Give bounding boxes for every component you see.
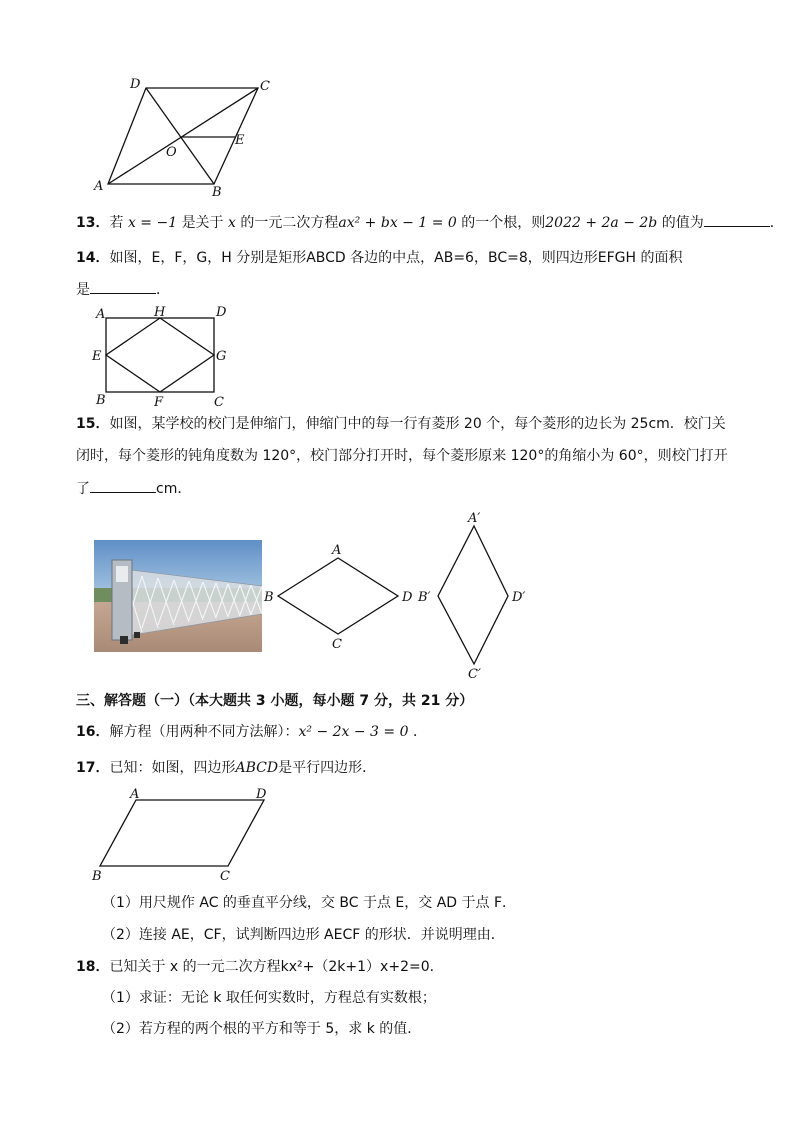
- question-18: 18．已知关于 x 的一元二次方程kx²+（2k+1）x+2=0．: [76, 959, 444, 975]
- expression: 2022 + 2a − 2b: [545, 215, 658, 231]
- label-h: H: [154, 305, 166, 320]
- gate-photo: [94, 540, 262, 652]
- question-number: 14．: [76, 250, 110, 266]
- question-18-part-1: （1）求证：无论 k 取任何实数时，方程总有实数根；: [102, 990, 436, 1006]
- question-number: 18．: [76, 959, 110, 975]
- label-c: C: [260, 79, 270, 94]
- equation: x² − 2x − 3 = 0: [298, 724, 409, 740]
- question-18-part-2: （2）若方程的两个根的平方和等于 5，求 k 的值．: [102, 1021, 422, 1037]
- label-f: F: [154, 395, 164, 408]
- label-o: O: [166, 145, 177, 160]
- label-d: D: [402, 590, 413, 605]
- question-15-line-1: 15．如图，某学校的校门是伸缩门，伸缩门中的每一行有菱形 20 个，每个菱形的边长为 25cm．校门关: [76, 416, 726, 432]
- label-d: D: [256, 787, 267, 802]
- answer-blank[interactable]: [704, 212, 770, 227]
- label-g: G: [216, 349, 227, 364]
- question-15-line-2: 闭时，每个菱形的钝角度数为 120°，校门部分打开时，每个菱形原来 120°的角缩小为 60°，则校门打开: [76, 448, 728, 464]
- question-14-line-1: 14．如图，E，F，G，H 分别是矩形ABCD 各边的中点，AB=6，BC=8，则四边形EFGH 的面积: [76, 250, 683, 266]
- label-d: D: [216, 305, 227, 320]
- question-17-part-1: （1）用尺规作 AC 的垂直平分线，交 BC 于点 E，交 AD 于点 F．: [102, 895, 517, 911]
- label-b: B: [264, 590, 274, 605]
- question-number: 16．: [76, 724, 110, 740]
- figure-rhombus-closed: [262, 540, 418, 652]
- question-15-line-3: 了 cm．: [76, 478, 191, 499]
- label-e: E: [235, 133, 245, 148]
- label-d: D: [130, 77, 141, 92]
- label-b: B: [96, 393, 106, 408]
- question-17-part-2: （2）连接 AE，CF，试判断四边形 AECF 的形状．并说明理由．: [102, 927, 505, 943]
- label-a: A: [96, 307, 106, 322]
- question-number: 13．: [76, 215, 110, 231]
- label-a: A: [332, 543, 342, 558]
- figure-parallelogram-abcd: [90, 784, 280, 884]
- equation: ax² + bx − 1 = 0: [338, 215, 457, 231]
- label-c: C: [220, 869, 230, 884]
- question-number: 17．: [76, 760, 110, 776]
- question-13: 13．若 x = −1 是关于 x 的一元二次方程ax² + bx − 1 = 0 的一个根，则2022 + 2a − 2b 的值为 ．: [76, 212, 784, 233]
- label-c-prime: C′: [468, 667, 481, 682]
- label-c: C: [214, 395, 224, 408]
- question-16: 16．解方程（用两种不同方法解）：x² − 2x − 3 = 0 ．: [76, 724, 427, 740]
- section-heading: 三、解答题（一）（本大题共 3 小题，每小题 7 分，共 21 分）: [76, 693, 474, 709]
- label-b: B: [92, 869, 102, 884]
- label-b: B: [212, 185, 222, 198]
- label-a: A: [130, 787, 140, 802]
- condition: x = −1: [127, 215, 178, 231]
- question-17: 17．已知：如图，四边形ABCD是平行四边形．: [76, 760, 377, 776]
- label-d-prime: D′: [512, 590, 526, 605]
- question-14-line-2: 是 ．: [76, 279, 170, 300]
- answer-blank[interactable]: [90, 279, 156, 294]
- figure-rhombus-open: [414, 508, 538, 684]
- figure-rectangle-efgh: [90, 304, 230, 408]
- question-number: 15．: [76, 416, 110, 432]
- answer-blank[interactable]: [90, 478, 156, 493]
- label-b-prime: B′: [418, 590, 431, 605]
- label-c: C: [332, 637, 342, 652]
- figure-parallelogram-oe: [90, 74, 280, 198]
- label-a: A: [94, 179, 104, 194]
- label-a-prime: A′: [468, 511, 481, 526]
- label-e: E: [92, 349, 102, 364]
